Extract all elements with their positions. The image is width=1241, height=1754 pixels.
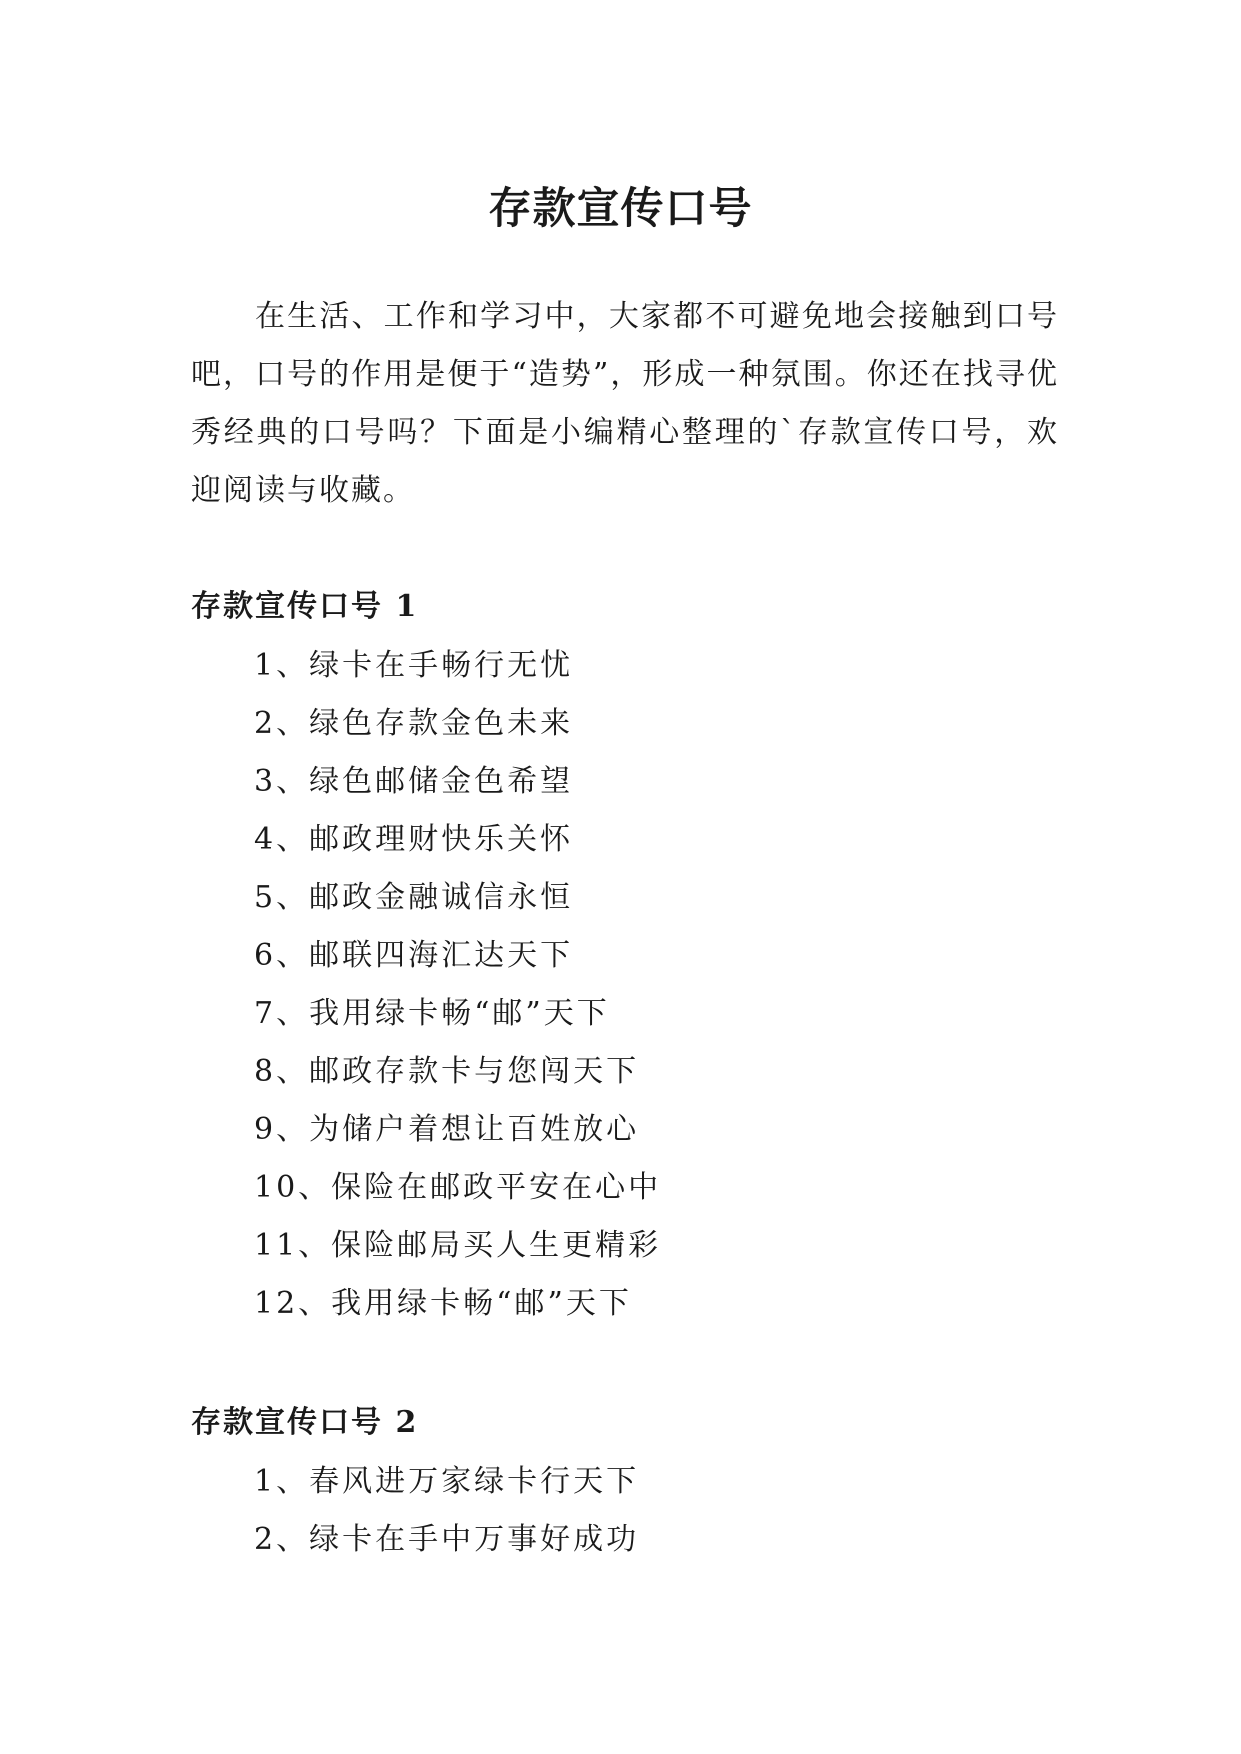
slogan-list-2	[254, 1453, 639, 1569]
list-item: 4、邮政理财快乐关怀	[254, 822, 574, 857]
list-item: 12、我用绿卡畅“邮”天下	[254, 1286, 632, 1321]
section-heading-2: 存款宣传口号 2	[191, 1405, 419, 1440]
list-item: 2、绿卡在手中万事好成功	[254, 1522, 640, 1557]
list-item: 6、邮联四海汇达天下	[254, 938, 574, 973]
list-item: 9、为储户着想让百姓放心	[254, 1112, 640, 1147]
list-item: 10、保险在邮政平安在心中	[254, 1170, 662, 1205]
list-item: 7、我用绿卡畅“邮”天下	[254, 996, 610, 1031]
intro-paragraph: 在生活、工作和学习中，大家都不可避免地会接触到口号吧，口号的作用是便于“造势”，形成一种氛围。你还在找寻优秀经典的口号吗？下面是小编精心整理的`存款宣传口号，欢迎阅读与收藏。	[191, 299, 1059, 508]
section-heading-1: 存款宣传口号 1	[191, 589, 419, 624]
list-item: 11、保险邮局买人生更精彩	[254, 1228, 662, 1263]
list-item: 5、邮政金融诚信永恒	[254, 880, 574, 915]
list-item: 1、绿卡在手畅行无忧	[254, 648, 574, 683]
list-item: 8、邮政存款卡与您闯天下	[254, 1054, 640, 1089]
list-item: 3、绿色邮储金色希望	[254, 764, 574, 799]
document-title: 存款宣传口号	[488, 183, 753, 234]
list-item: 1、春风进万家绿卡行天下	[254, 1464, 640, 1499]
slogan-list-1	[254, 637, 661, 1333]
list-item: 2、绿色存款金色未来	[254, 706, 574, 741]
